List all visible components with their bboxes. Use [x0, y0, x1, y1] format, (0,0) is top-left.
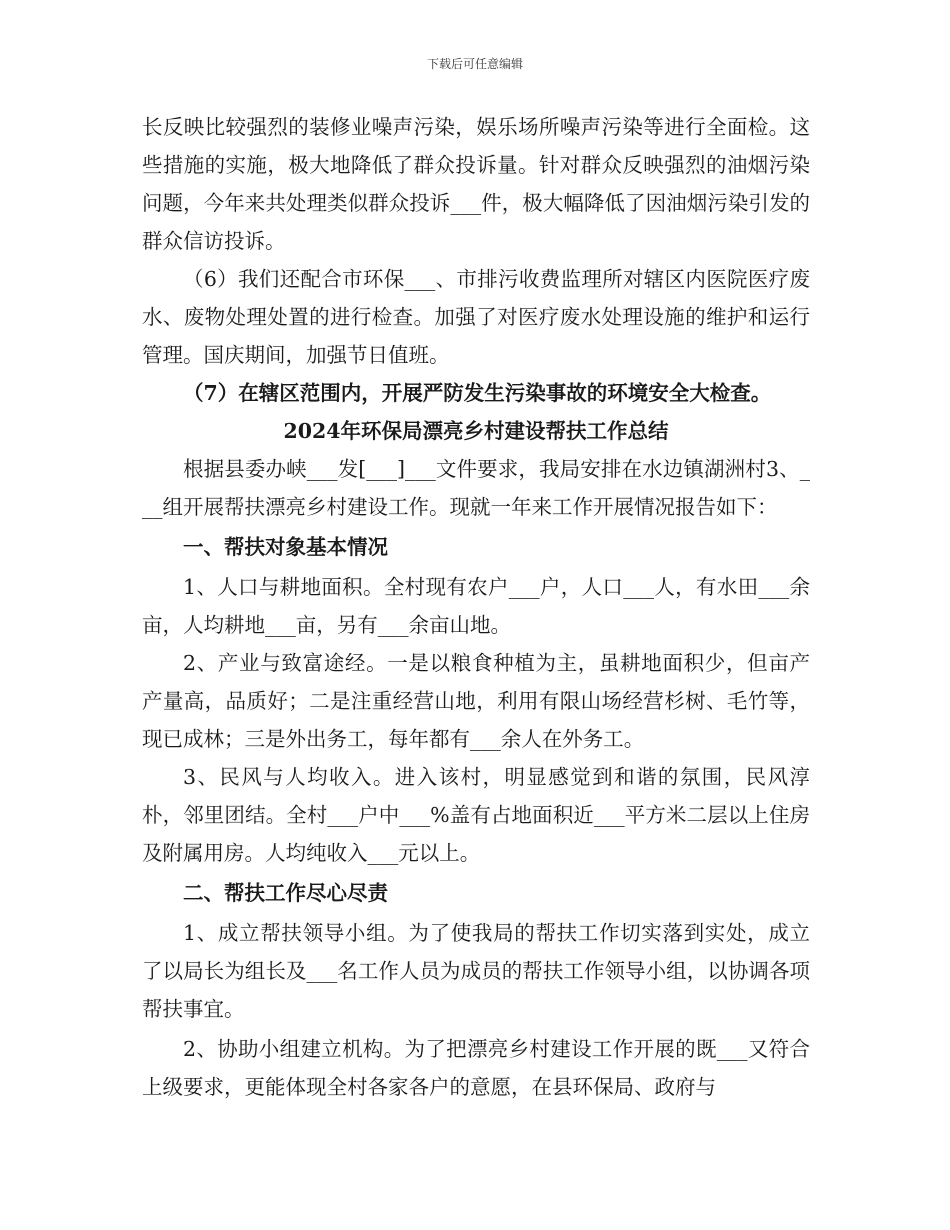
document-body [142, 108, 810, 1106]
section-heading-basic-situation: 一、帮扶对象基本情况 [183, 535, 388, 559]
paragraph-income: 3、民风与人均收入。进入该村，明显感觉到和谐的氛围，民风淳朴，邻里团结。全村___户中___%盖有占地面积近___平方米二层以上住房及附属用房。人均纯收入___元以上。 [142, 765, 810, 865]
paragraph-medical-waste: （6）我们还配合市环保___、市排污收费监理所对辖区内医院医疗废水、废物处理处置的进行检查。加强了对医疗废水处理设施的维护和运行管理。国庆期间，加强节日值班。 [142, 267, 810, 367]
paragraph-leadership-group: 1、成立帮扶领导小组。为了使我局的帮扶工作切实落到实处，成立了以局长为组长及___名工作人员为成员的帮扶工作领导小组，以协调各项帮扶事宜。 [142, 921, 810, 1021]
paragraph-safety-inspection: （7）在辖区范围内，开展严防发生污染事故的环境安全大检查。 [183, 381, 772, 405]
section-heading-assistance-work: 二、帮扶工作尽心尽责 [183, 881, 388, 905]
paragraph-intro: 根据县委办峡___发[___]___文件要求，我局安排在水边镇湖洲村3、___组开展帮扶漂亮乡村建设工作。现就一年来工作开展情况报告如下： [142, 457, 810, 519]
document-title: 2024年环保局漂亮乡村建设帮扶工作总结 [283, 419, 669, 443]
paragraph-population-land: 1、人口与耕地面积。全村现有农户___户，人口___人，有水田___余亩，人均耕地___亩，另有___余亩山地。 [142, 575, 810, 637]
paragraph-industry: 2、产业与致富途经。一是以粮食种植为主，虽耕地面积少，但亩产产量高，品质好；二是注重经营山地，利用有限山场经营杉树、毛竹等，现已成林；三是外出务工，每年都有___余人在外务工。 [142, 651, 810, 751]
paragraph-noise-pollution: 长反映比较强烈的装修业噪声污染，娱乐场所噪声污染等进行全面检。这些措施的实施，极大地降低了群众投诉量。针对群众反映强烈的油烟污染问题，今年来共处理类似群众投诉___件，极大幅降低了因油烟污染引发的群众信访投诉。 [142, 115, 810, 253]
page-header-note: 下载后可任意编辑 [426, 57, 523, 71]
paragraph-organization: 2、协助小组建立机构。为了把漂亮乡村建设工作开展的既___又符合上级要求，更能体现全村各家各户的意愿，在县环保局、政府与 [142, 1037, 810, 1099]
